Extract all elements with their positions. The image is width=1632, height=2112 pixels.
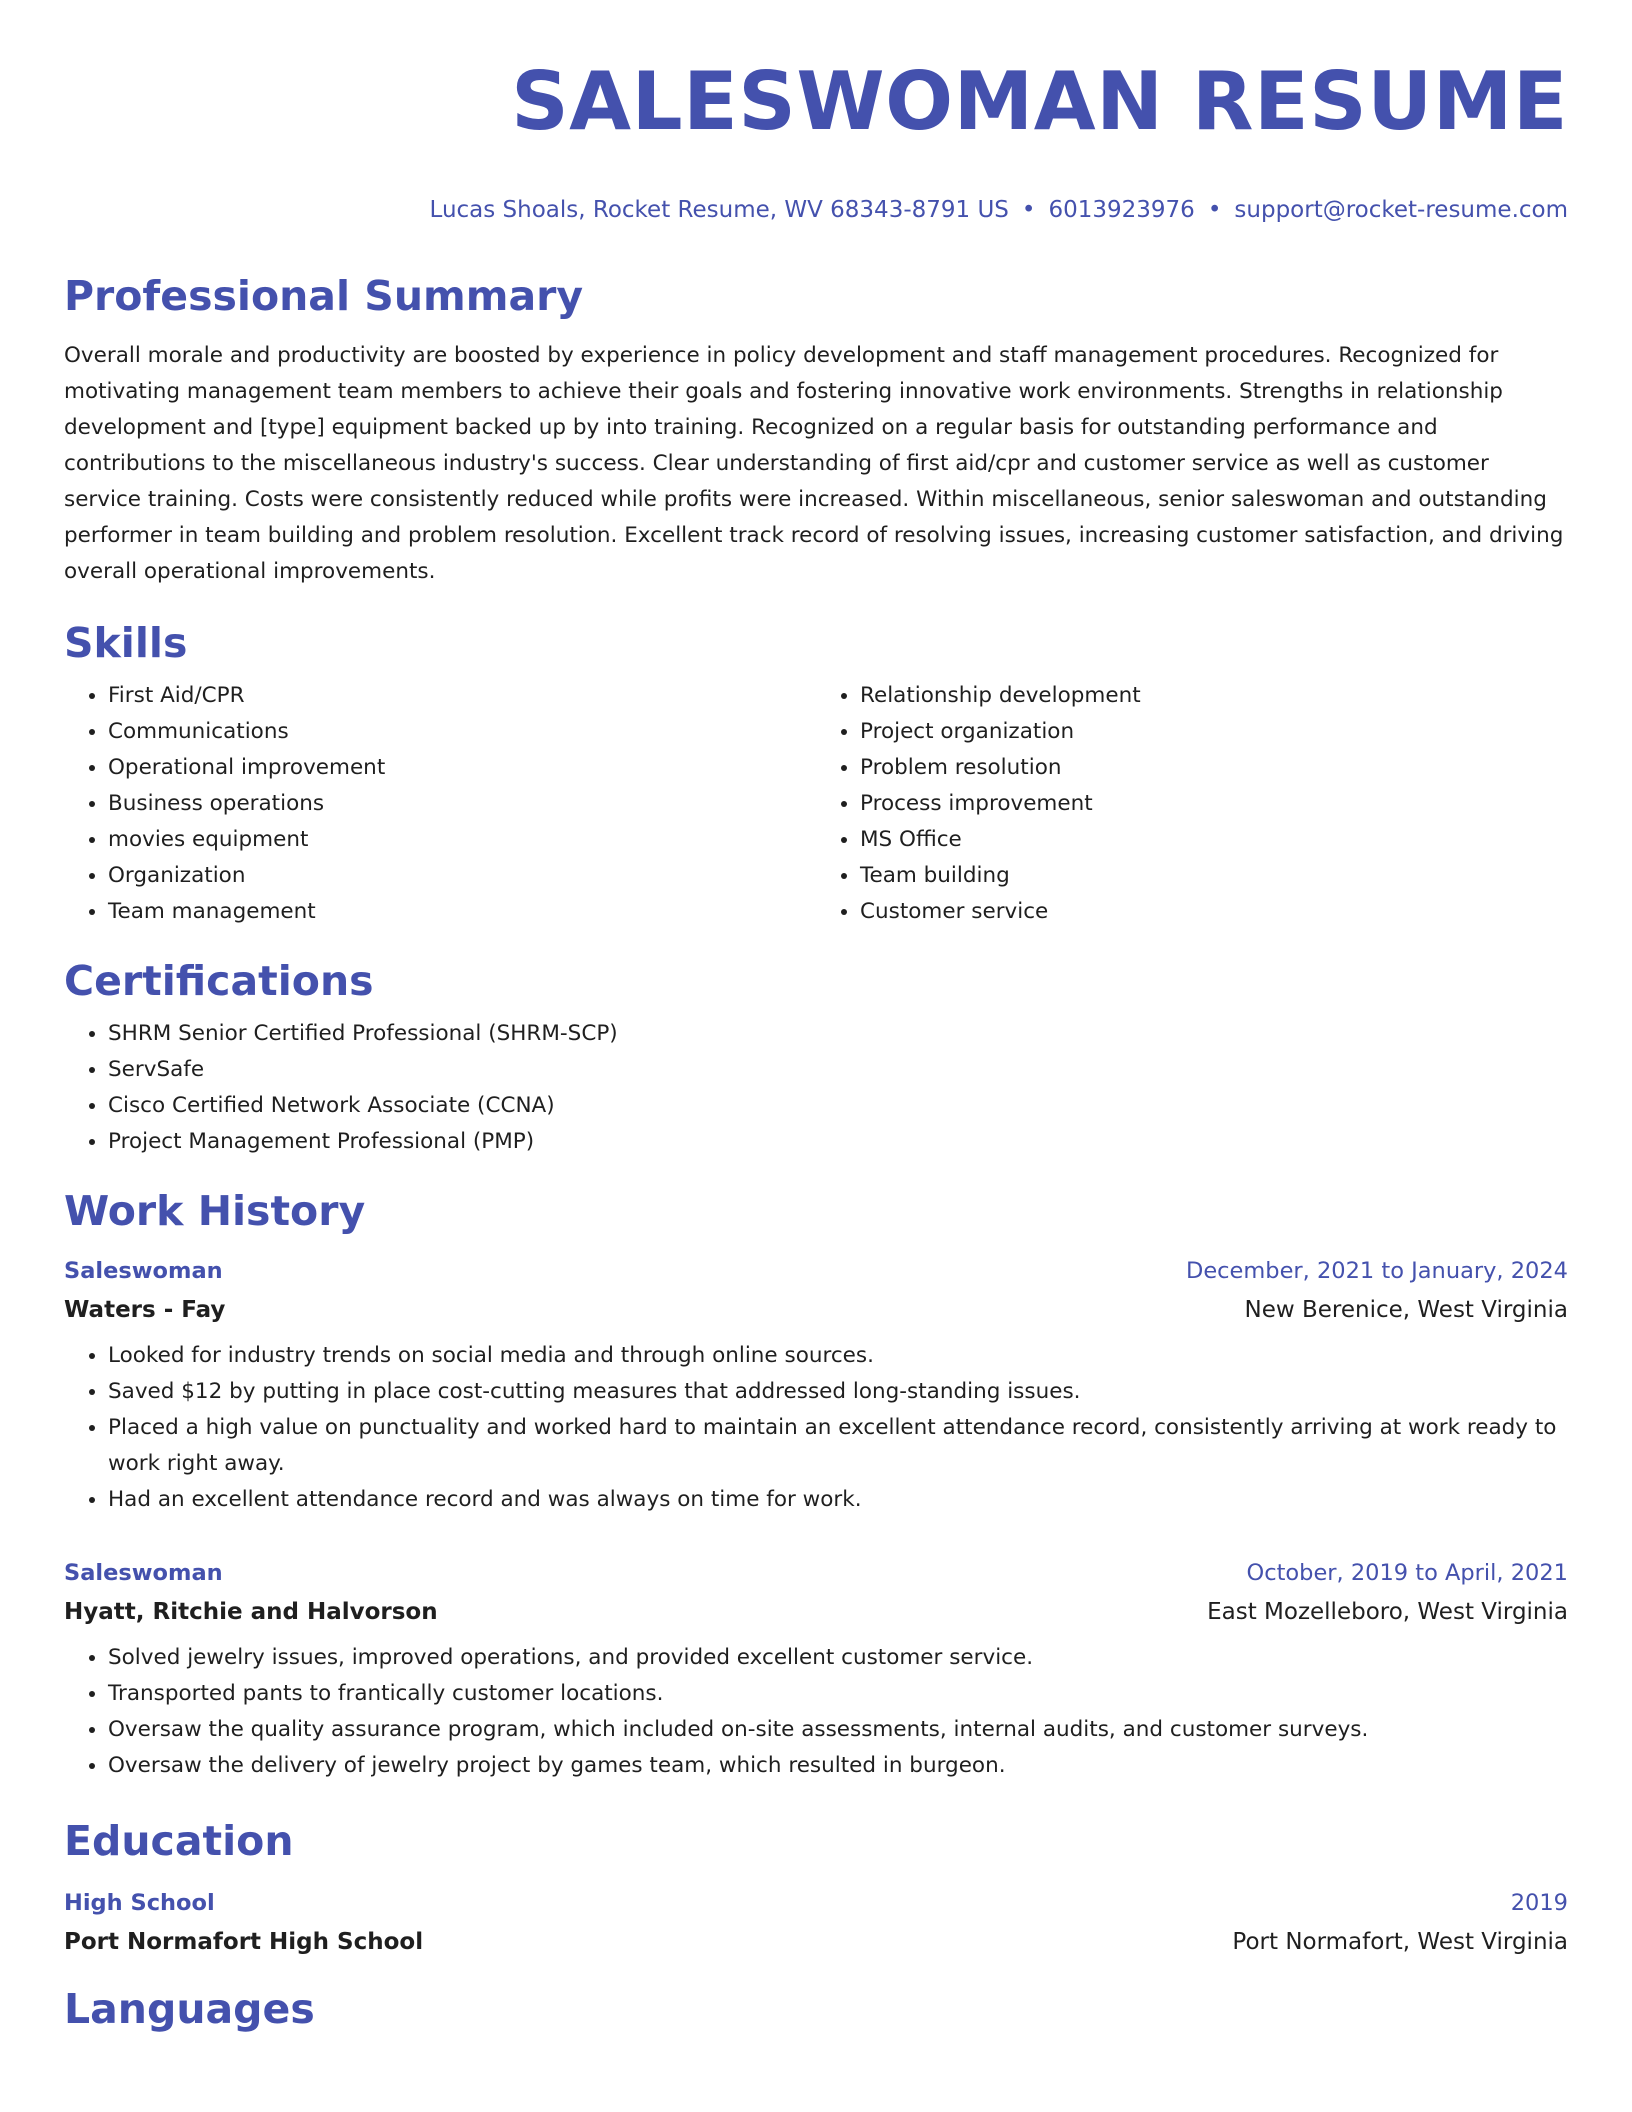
job-entry — [64, 1252, 1568, 1518]
certification-item: • ServSafe — [108, 1052, 1568, 1088]
job-company-row — [64, 1290, 1568, 1330]
job-bullet: • Oversaw the delivery of jewelry project by games team, which resulted in burgeon. — [108, 1748, 1568, 1784]
skill-item: • Relationship development — [860, 678, 1568, 714]
job-bullet: • Oversaw the quality assurance program, which included on-site assessments, internal audits, and customer surveys. — [108, 1712, 1568, 1748]
contact-separator: • — [1021, 197, 1036, 223]
skill-item: • Communications — [108, 714, 816, 750]
certifications-list — [64, 1016, 1568, 1160]
skill-item: • Business operations — [108, 786, 816, 822]
job-bullets — [64, 1338, 1568, 1518]
job-bullet: • Solved jewelry issues, improved operations, and provided excellent customer service. — [108, 1640, 1568, 1676]
job-location: New Berenice, West Virginia — [1244, 1297, 1568, 1323]
contact-line — [64, 194, 1568, 226]
resume-title: SALESWOMAN RESUME — [511, 55, 1568, 148]
education-degree-row — [64, 1884, 1568, 1922]
skill-item: • Problem resolution — [860, 750, 1568, 786]
skill-item: • Team management — [108, 894, 816, 930]
job-company: Waters - Fay — [64, 1297, 226, 1323]
certification-item: • Project Management Professional (PMP) — [108, 1124, 1568, 1160]
education-heading: Education — [64, 1817, 294, 1865]
job-company: Hyatt, Ritchie and Halvorson — [64, 1599, 438, 1625]
skills-right-column — [816, 678, 1568, 930]
certification-item: • Cisco Certified Network Associate (CCNA) — [108, 1088, 1568, 1124]
job-bullet: • Placed a high value on punctuality and worked hard to maintain an excellent attendance record, consistently arriving at work ready to work right away. — [108, 1410, 1568, 1482]
skills-heading: Skills — [64, 619, 188, 667]
education-entry — [64, 1884, 1568, 1962]
job-company-row — [64, 1592, 1568, 1632]
skill-item: • Organization — [108, 858, 816, 894]
job-bullet: • Looked for industry trends on social media and through online sources. — [108, 1338, 1568, 1374]
contact-separator: • — [1207, 197, 1222, 223]
education-school-row — [64, 1922, 1568, 1962]
job-dates: October, 2019 to April, 2021 — [1246, 1560, 1568, 1586]
certification-item: • SHRM Senior Certified Professional (SHRM-SCP) — [108, 1016, 1568, 1052]
skill-item: • Process improvement — [860, 786, 1568, 822]
contact-email[interactable]: support@rocket-resume.com — [1234, 197, 1568, 223]
education-location: Port Normafort, West Virginia — [1232, 1929, 1568, 1955]
job-bullets — [64, 1640, 1568, 1784]
job-bullet: • Had an excellent attendance record and was always on time for work. — [108, 1482, 1568, 1518]
job-bullet: • Saved $12 by putting in place cost-cutting measures that addressed long-standing issues. — [108, 1374, 1568, 1410]
contact-phone: 6013923976 — [1048, 197, 1195, 223]
skill-item: • Customer service — [860, 894, 1568, 930]
work-history-heading: Work History — [64, 1187, 366, 1235]
skill-item: • MS Office — [860, 822, 1568, 858]
summary-heading: Professional Summary — [64, 272, 584, 320]
education-degree: High School — [64, 1890, 215, 1916]
languages-heading: Languages — [64, 1985, 315, 2033]
skill-item: • Team building — [860, 858, 1568, 894]
job-location: East Mozelleboro, West Virginia — [1207, 1599, 1568, 1625]
skill-item: • Project organization — [860, 714, 1568, 750]
education-school: Port Normafort High School — [64, 1929, 424, 1955]
job-entry — [64, 1554, 1568, 1784]
job-title-row — [64, 1554, 1568, 1592]
job-title: Saleswoman — [64, 1560, 223, 1586]
contact-address: Lucas Shoals, Rocket Resume, WV 68343-8791 US — [429, 197, 1009, 223]
education-year: 2019 — [1510, 1890, 1568, 1916]
skill-item: • Operational improvement — [108, 750, 816, 786]
job-dates: December, 2021 to January, 2024 — [1186, 1258, 1568, 1284]
certifications-heading: Certifications — [64, 957, 374, 1005]
skill-item: • First Aid/CPR — [108, 678, 816, 714]
job-bullet: • Transported pants to frantically customer locations. — [108, 1676, 1568, 1712]
skill-item: • movies equipment — [108, 822, 816, 858]
job-title: Saleswoman — [64, 1258, 223, 1284]
job-title-row — [64, 1252, 1568, 1290]
skills-list — [64, 678, 1568, 930]
skills-left-column — [64, 678, 816, 930]
summary-text: Overall morale and productivity are boosted by experience in policy development and staff management procedures. Recognized for motivating management team members to achieve their goals and fostering innovative work environments. Strengths in relationship development and [type] equipment backed up by into training. Recognized on a regular basis for outstanding performance and contributions to the miscellaneous industry's success. Clear understanding of first aid/cpr and customer service as well as customer service training. Costs were consistently reduced while profits were increased. Within miscellaneous, senior saleswoman and outstanding performer in team building and problem resolution. Excellent track record of resolving issues, increasing customer satisfaction, and driving overall operational improvements. — [64, 343, 1564, 584]
